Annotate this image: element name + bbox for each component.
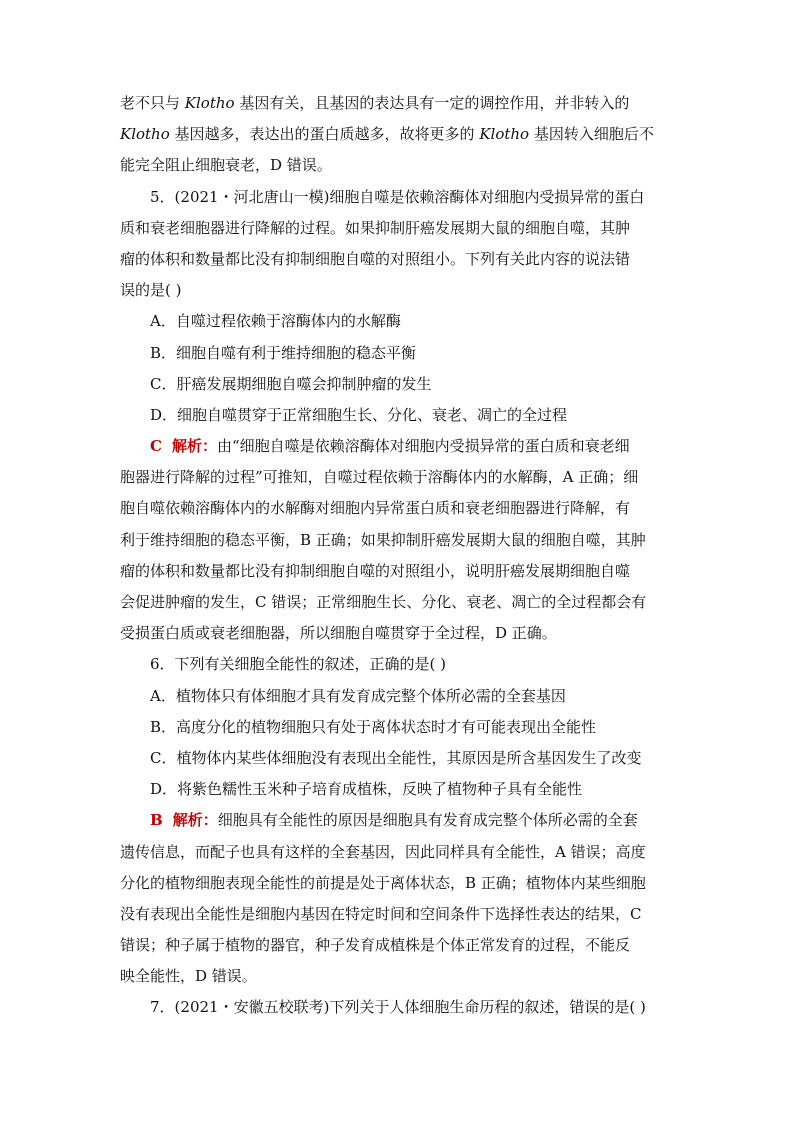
carryover-line-2: Klotho 基因越多，表达出的蛋白质越多，故将更多的 Klotho 基因转入细胞后不: [120, 125, 654, 144]
question-stem-line: 质和衰老细胞器进行降解的过程。如果抑制肝癌发展期大鼠的细胞自噬，其肿: [120, 218, 631, 237]
option-c: C．植物体内某些体细胞没有表现出全能性，其原因是所含基因发生了改变: [150, 748, 642, 767]
option-a: A．自噬过程依赖于溶酶体内的水解酶: [150, 312, 401, 331]
analysis-line: 没有表现出全能性是细胞内基因在特定时间和空间条件下选择性表达的结果，C: [120, 904, 642, 923]
question-6: [120, 649, 676, 992]
answer-letter: C: [150, 437, 162, 456]
option-d: D．将紫色糯性玉米种子培育成植株，反映了植物种子具有全能性: [150, 780, 583, 799]
question-stem-line: 6．下列有关细胞全能性的叙述，正确的是( ): [150, 655, 447, 674]
analysis-label: 解析：: [172, 811, 218, 830]
question-5: [120, 182, 676, 650]
analysis-line: B 解析：细胞具有全能性的原因是细胞具有发育成完整个体所必需的全套: [150, 811, 638, 830]
option-d: D．细胞自噬贯穿于正常细胞生长、分化、衰老、凋亡的全过程: [150, 405, 568, 424]
analysis-line: 遗传信息，而配子也具有这样的全套基因，因此同样具有全能性，A 错误；高度: [120, 842, 646, 861]
analysis-line: 利于维持细胞的稳态平衡，B 正确；如果抑制肝癌发展期大鼠的细胞自噬，其肿: [120, 530, 646, 549]
question-stem-line: 瘤的体积和数量都比没有抑制细胞自噬的对照组小。下列有关此内容的说法错: [120, 249, 631, 268]
answer-letter: B: [150, 811, 163, 830]
option-b: B．高度分化的植物细胞只有处于离体状态时才有可能表现出全能性: [150, 717, 597, 736]
analysis-label: 解析：: [171, 437, 217, 456]
analysis-line: 映全能性，D 错误。: [120, 967, 257, 986]
analysis-line: 分化的植物细胞表现全能性的前提是处于离体状态，B 正确；植物体内某些细胞: [120, 873, 646, 892]
carryover-line-1: 老不只与 Klotho 基因有关，且基因的表达具有一定的调控作用，并非转入的: [120, 94, 630, 112]
analysis-line: C 解析：由“细胞自噬是依赖溶酶体对细胞内受损异常的蛋白质和衰老细: [150, 437, 630, 456]
analysis-line: 会促进肿瘤的发生，C 错误；正常细胞生长、分化、衰老、凋亡的全过程都会有: [120, 593, 647, 611]
document-page: [120, 88, 676, 1024]
analysis-line: 错误；种子属于植物的器官，种子发育成植株是个体正常发育的过程，不能反: [120, 936, 631, 955]
gene-name-klotho: Klotho: [479, 125, 530, 144]
analysis-line: 胞器进行降解的过程”可推知，自噬过程依赖于溶酶体内的水解酶，A 正确；细: [120, 468, 639, 487]
analysis-line: 受损蛋白质或衰老细胞器，所以细胞自噬贯穿于全过程，D 正确。: [120, 624, 557, 643]
option-c: C．肝癌发展期细胞自噬会抑制肿瘤的发生: [150, 374, 432, 393]
carryover-line-3: 能完全阻止细胞衰老，D 错误。: [120, 156, 332, 175]
option-a: A．植物体只有体细胞才具有发育成完整个体所必需的全套基因: [150, 686, 566, 705]
question-7: [120, 992, 676, 1023]
question-stem-line: 误的是( ): [120, 281, 182, 300]
analysis-line: 胞自噬依赖溶酶体内的水解酶对细胞内异常蛋白质和衰老细胞器进行降解，有: [120, 499, 631, 518]
option-b: B．细胞自噬有利于维持细胞的稳态平衡: [150, 343, 417, 362]
gene-name-klotho: Klotho: [184, 94, 235, 112]
gene-name-klotho: Klotho: [120, 125, 170, 144]
analysis-line: 瘤的体积和数量都比没有抑制细胞自噬的对照组小，说明肝癌发展期细胞自噬: [120, 561, 631, 580]
question-stem-line: 7．(2021・安徽五校联考)下列关于人体细胞生命历程的叙述，错误的是( ): [150, 998, 646, 1017]
question-stem-line: 5．(2021・河北唐山一模)细胞自噬是依赖溶酶体对细胞内受损异常的蛋白: [150, 187, 645, 206]
